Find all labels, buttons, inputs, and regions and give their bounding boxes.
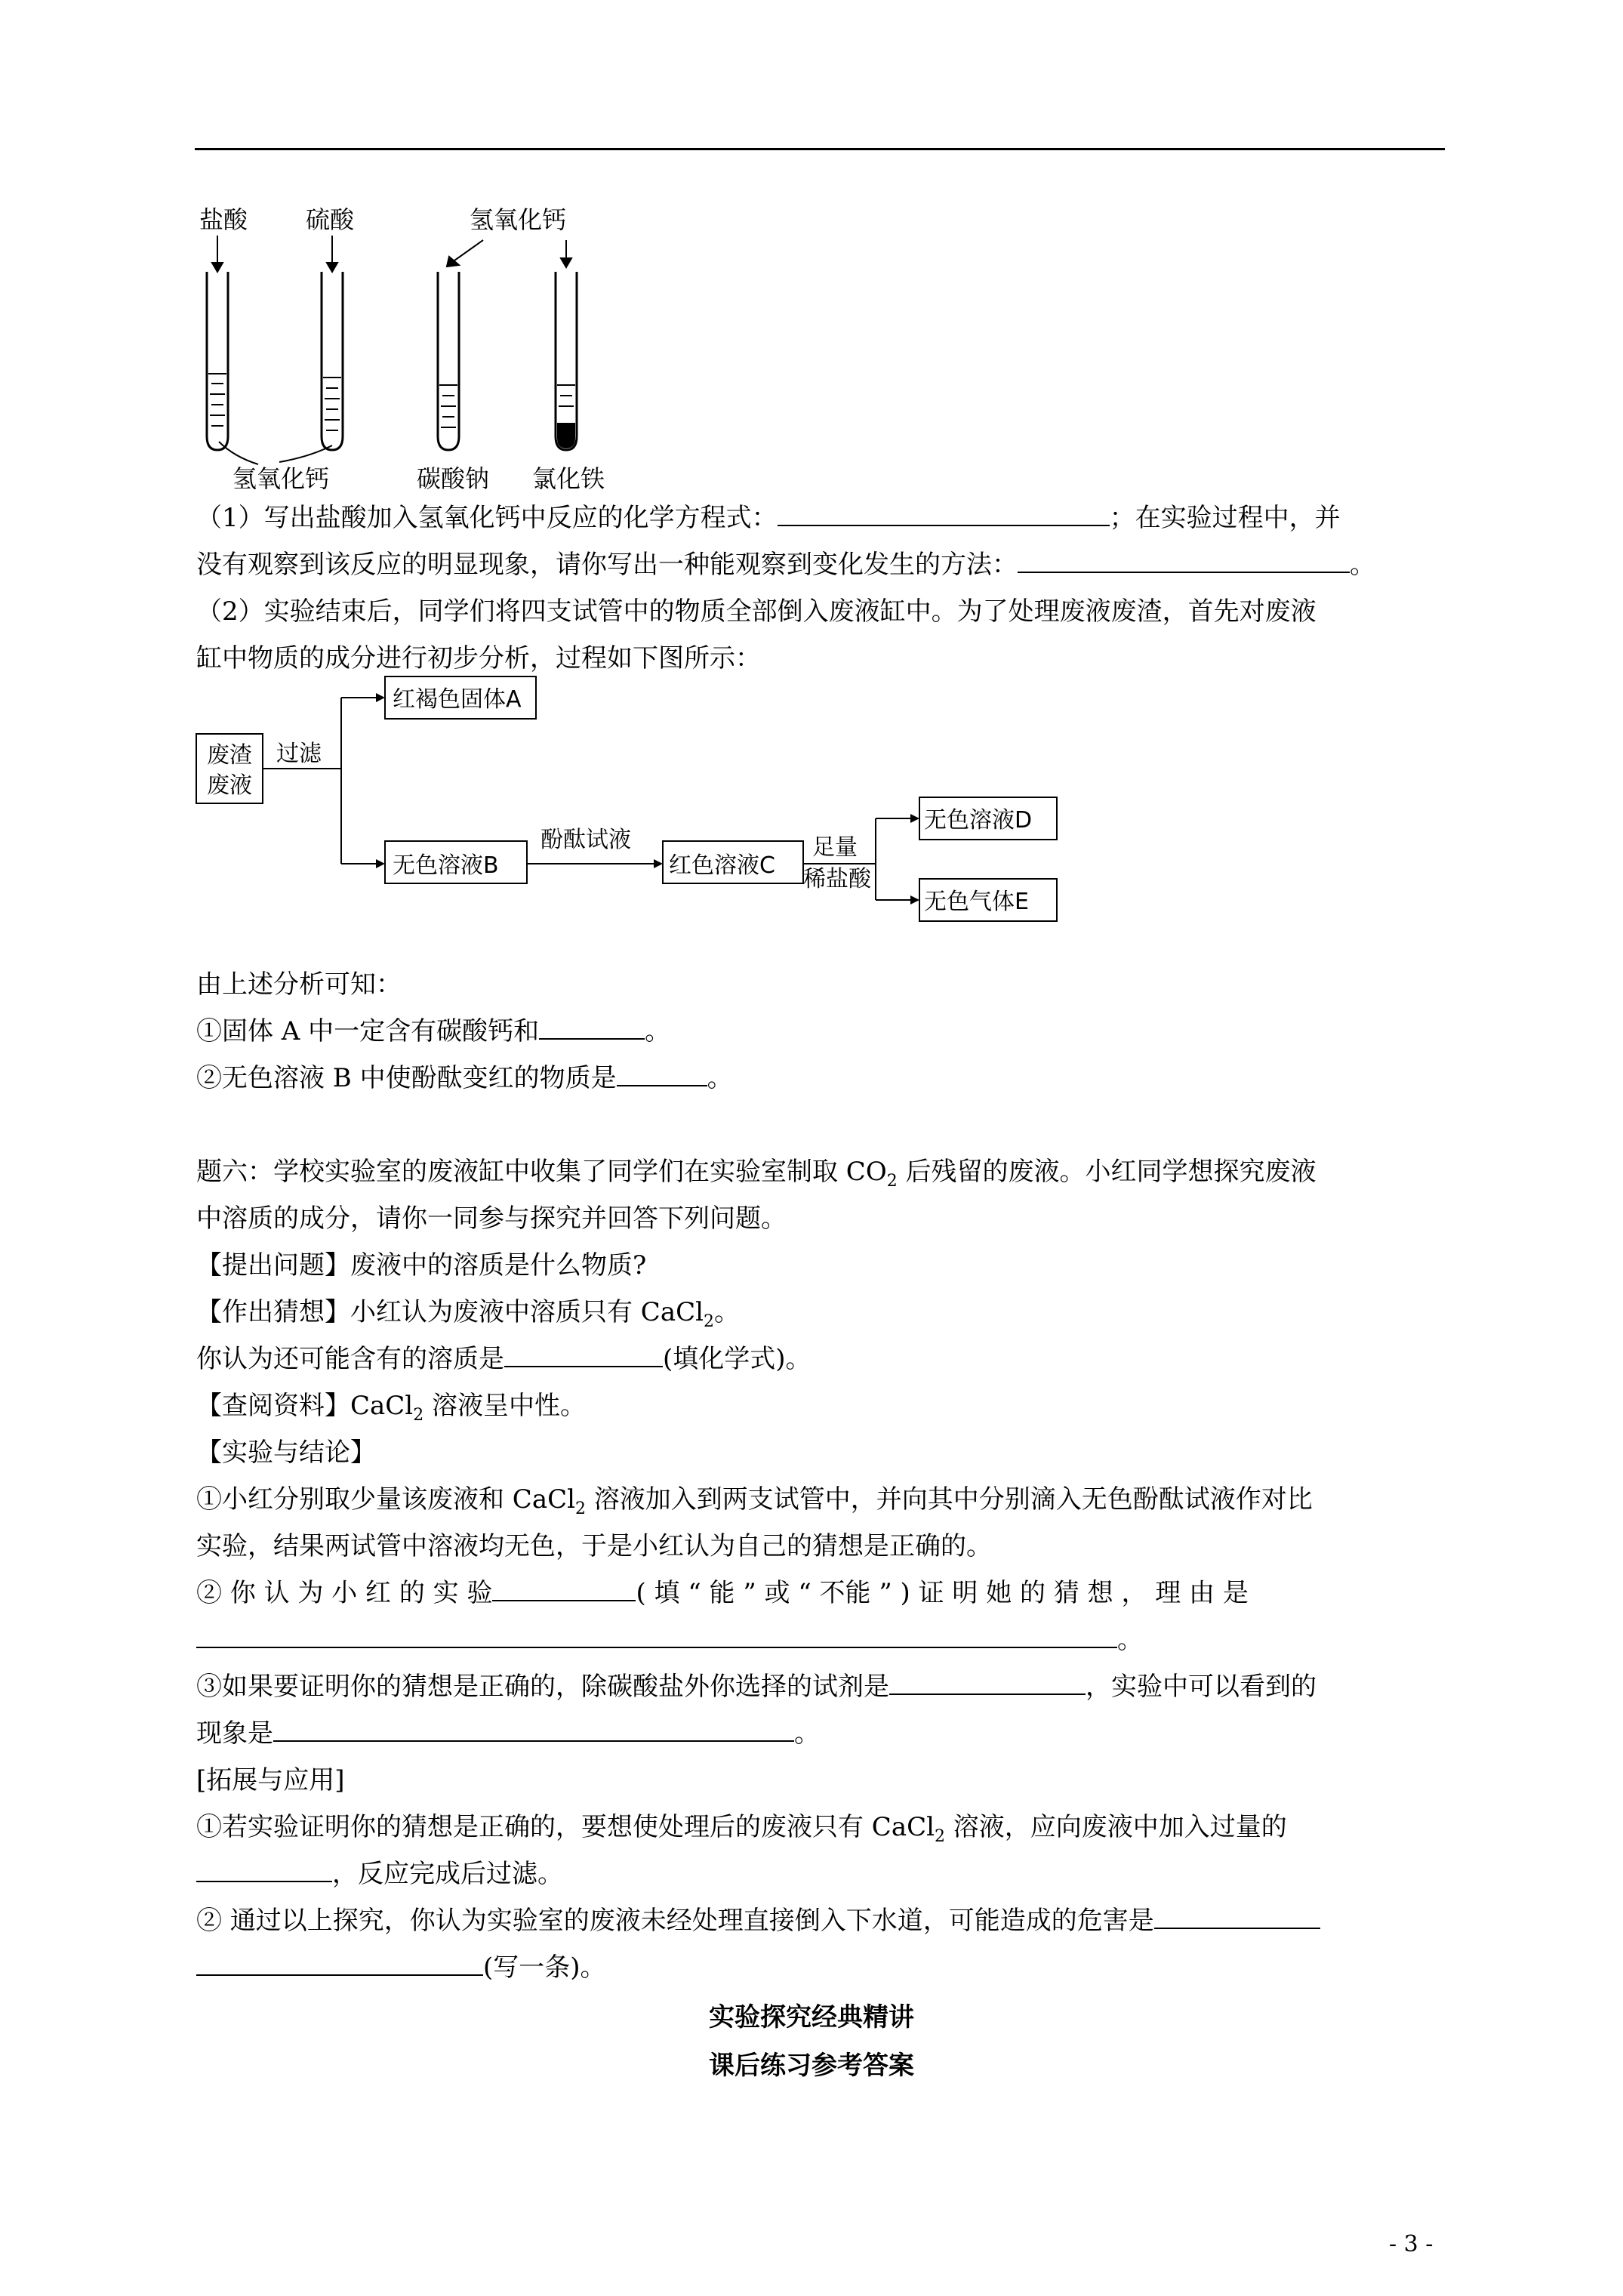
acid-line2: 稀盐酸 (803, 866, 871, 892)
solution-c-label: 红色溶液C (669, 852, 775, 879)
q6-exp1: ①小红分别取少量该废液和 CaCl$_2$ 溶液加入到两支试管中，并向其中分别滴入无色酚酞试液作对比 (196, 1484, 1313, 1518)
q6-line1: 题六：学校实验室的废液缸中收集了同学们在实验室制取 $CO_2$ 后残留的废液。小红同学想探究废液 (196, 1157, 1317, 1191)
page-number: - 3 - (1389, 2231, 1434, 2257)
analysis-blank1[interactable] (539, 1009, 645, 1040)
solution-b-label: 无色溶液B (393, 852, 499, 879)
q6-exp3-line2: 现象是 。 (196, 1710, 1449, 1757)
q6-exp3: ③如果要证明你的猜想是正确的，除碳酸盐外你选择的试剂是 ，实验中可以看到的 (196, 1663, 1449, 1710)
q6-ext-heading: [拓展与应用] (196, 1765, 345, 1795)
q6-other: 你认为还可能含有的溶质是 (填化学式)。 (196, 1336, 1449, 1382)
q1-blank1[interactable] (778, 496, 1110, 526)
spacer (196, 1102, 1449, 1148)
solid-a-label: 红褐色固体A (393, 686, 522, 713)
label-na2co3: 碳酸钠 (417, 464, 490, 493)
analysis-item2: ②无色溶液 B 中使酚酞变红的物质是 。 (196, 1055, 1449, 1102)
test-tube-figure (189, 196, 642, 495)
label-caoh2-top: 氢氧化钙 (470, 205, 567, 234)
q6-exp-heading: 【实验与结论】 (196, 1438, 376, 1468)
q6-exp2-reason-blank[interactable] (196, 1618, 1117, 1648)
q6-ext2: ② 通过以上探究，你认为实验室的废液未经处理直接倒入下水道，可能造成的危害是 (196, 1897, 1449, 1944)
q1-line2: 没有观察到该反应的明显现象，请你写出一种能观察到变化发生的方法： 。 (196, 541, 1449, 588)
label-h2so4: 硫酸 (306, 205, 355, 234)
answers-title: 实验探究经典精讲 (709, 2002, 914, 2032)
analysis-item1: ①固体 A 中一定含有碳酸钙和 。 (196, 1008, 1449, 1055)
question-text (196, 495, 1449, 1991)
q1-blank2[interactable] (1018, 543, 1350, 573)
q6-question: 【提出问题】废液中的溶质是什么物质? (196, 1250, 647, 1281)
reagent-label: 酚酞试液 (540, 827, 631, 853)
label-caoh2-bottom: 氢氧化钙 (233, 464, 330, 493)
q6-exp2-line2: 。 (196, 1616, 1449, 1663)
q6-ext2-blank[interactable] (1154, 1899, 1320, 1929)
q6-exp1-line2: 实验，结果两试管中溶液均无色，于是小红认为自己的猜想是正确的。 (196, 1531, 992, 1561)
q6-ext1: ①若实验证明你的猜想是正确的，要想使处理后的废液只有 CaCl$_2$ 溶液，应向废液中加入过量的 (196, 1812, 1287, 1846)
gas-e-label: 无色气体E (924, 889, 1029, 915)
q6-ext1-line2: ，反应完成后过滤。 (196, 1851, 1449, 1897)
q2-line2: 缸中物质的成分进行初步分析，过程如下图所示： (196, 643, 761, 673)
start-line2: 废液 (207, 772, 252, 799)
q6-info: 【查阅资料】CaCl$_2$ 溶液呈中性。 (196, 1391, 586, 1425)
analysis-blank2[interactable] (617, 1056, 707, 1086)
q6-ext2-blank2[interactable] (196, 1946, 483, 1976)
q6-other-blank[interactable] (504, 1337, 663, 1367)
q6-exp3-blank[interactable] (889, 1665, 1086, 1695)
q2-line1: （2）实验结束后，同学们将四支试管中的物质全部倒入废液缸中。为了处理废液废渣，首先对废液 (196, 596, 1317, 627)
q6-exp2-blank[interactable] (492, 1571, 636, 1601)
analysis-intro: 由上述分析可知： (196, 969, 402, 1000)
label-fecl3: 氯化铁 (532, 464, 605, 493)
start-line1: 废渣 (207, 742, 252, 769)
label-hcl: 盐酸 (199, 205, 248, 234)
q6-exp2: ② 你 认 为 小 红 的 实 验 ( 填 “ 能 ” 或 “ 不能 ” ) 证 明 她 的 猜 想 ， 理 由 是 (196, 1570, 1449, 1616)
q6-ext1-blank[interactable] (196, 1852, 332, 1882)
q1-line1: （1）写出盐酸加入氢氧化钙中反应的化学方程式： ；在实验过程中，并 (196, 495, 1449, 541)
header-rule (195, 148, 1445, 150)
flowchart-space (196, 682, 1449, 961)
answers-subtitle: 课后练习参考答案 (709, 2051, 914, 2081)
q6-line2: 中溶质的成分，请你一同参与探究并回答下列问题。 (196, 1203, 787, 1234)
q6-ext2-line2: (写一条)。 (196, 1944, 1449, 1991)
solution-d-label: 无色溶液D (924, 807, 1033, 834)
filter-label: 过滤 (276, 741, 322, 767)
q6-guess: 【作出猜想】小红认为废液中溶质只有 CaCl$_2$。 (196, 1297, 740, 1331)
q6-exp3-phenomenon-blank[interactable] (273, 1712, 794, 1742)
acid-line1: 足量 (812, 834, 858, 861)
